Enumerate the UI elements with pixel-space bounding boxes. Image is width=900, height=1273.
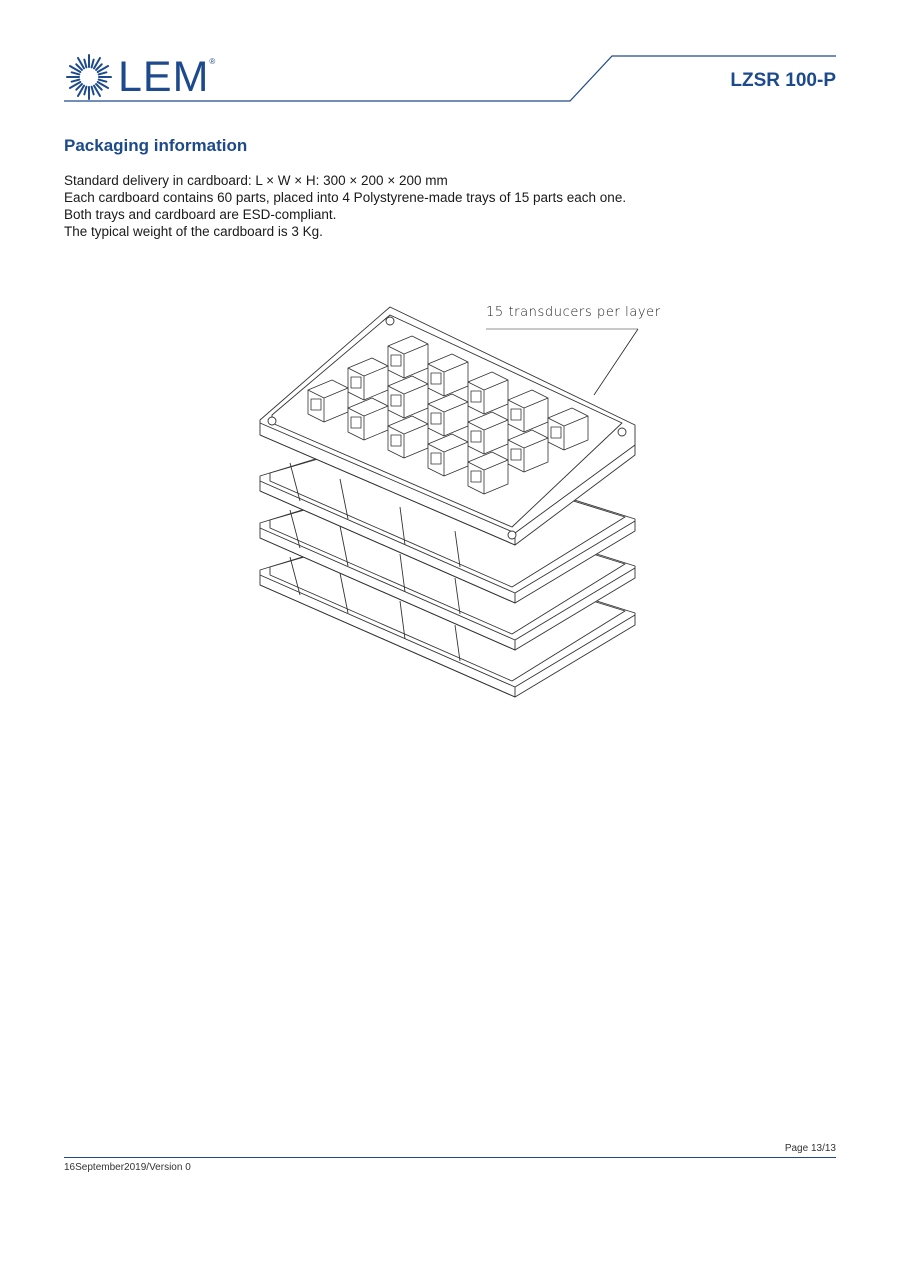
product-code: LZSR 100-P: [730, 70, 836, 91]
registered-mark: ®: [209, 56, 216, 66]
footer-rule: [64, 1157, 836, 1158]
packaging-description: [64, 172, 626, 240]
text-line: Standard delivery in cardboard: L × W × H: 300 × 200 × 200 mm: [64, 173, 448, 188]
transducers-callout: 15 transducers per layer: [486, 305, 661, 320]
text-line: Each cardboard contains 60 parts, placed into 4 Polystyrene-made trays of 15 parts each one.: [64, 190, 627, 205]
footer-version: 16September2019/Version 0: [64, 1162, 191, 1173]
page-number: Page 13/13: [784, 1143, 836, 1154]
text-line: The typical weight of the cardboard is 3 Kg.: [64, 224, 323, 239]
logo-wordmark: LEM: [118, 52, 210, 101]
section-title: Packaging information: [64, 136, 248, 155]
header-rule: [0, 0, 900, 110]
text-line: Both trays and cardboard are ESD-compliant.: [64, 207, 337, 222]
stacked-trays-drawing-icon: [250, 295, 660, 705]
